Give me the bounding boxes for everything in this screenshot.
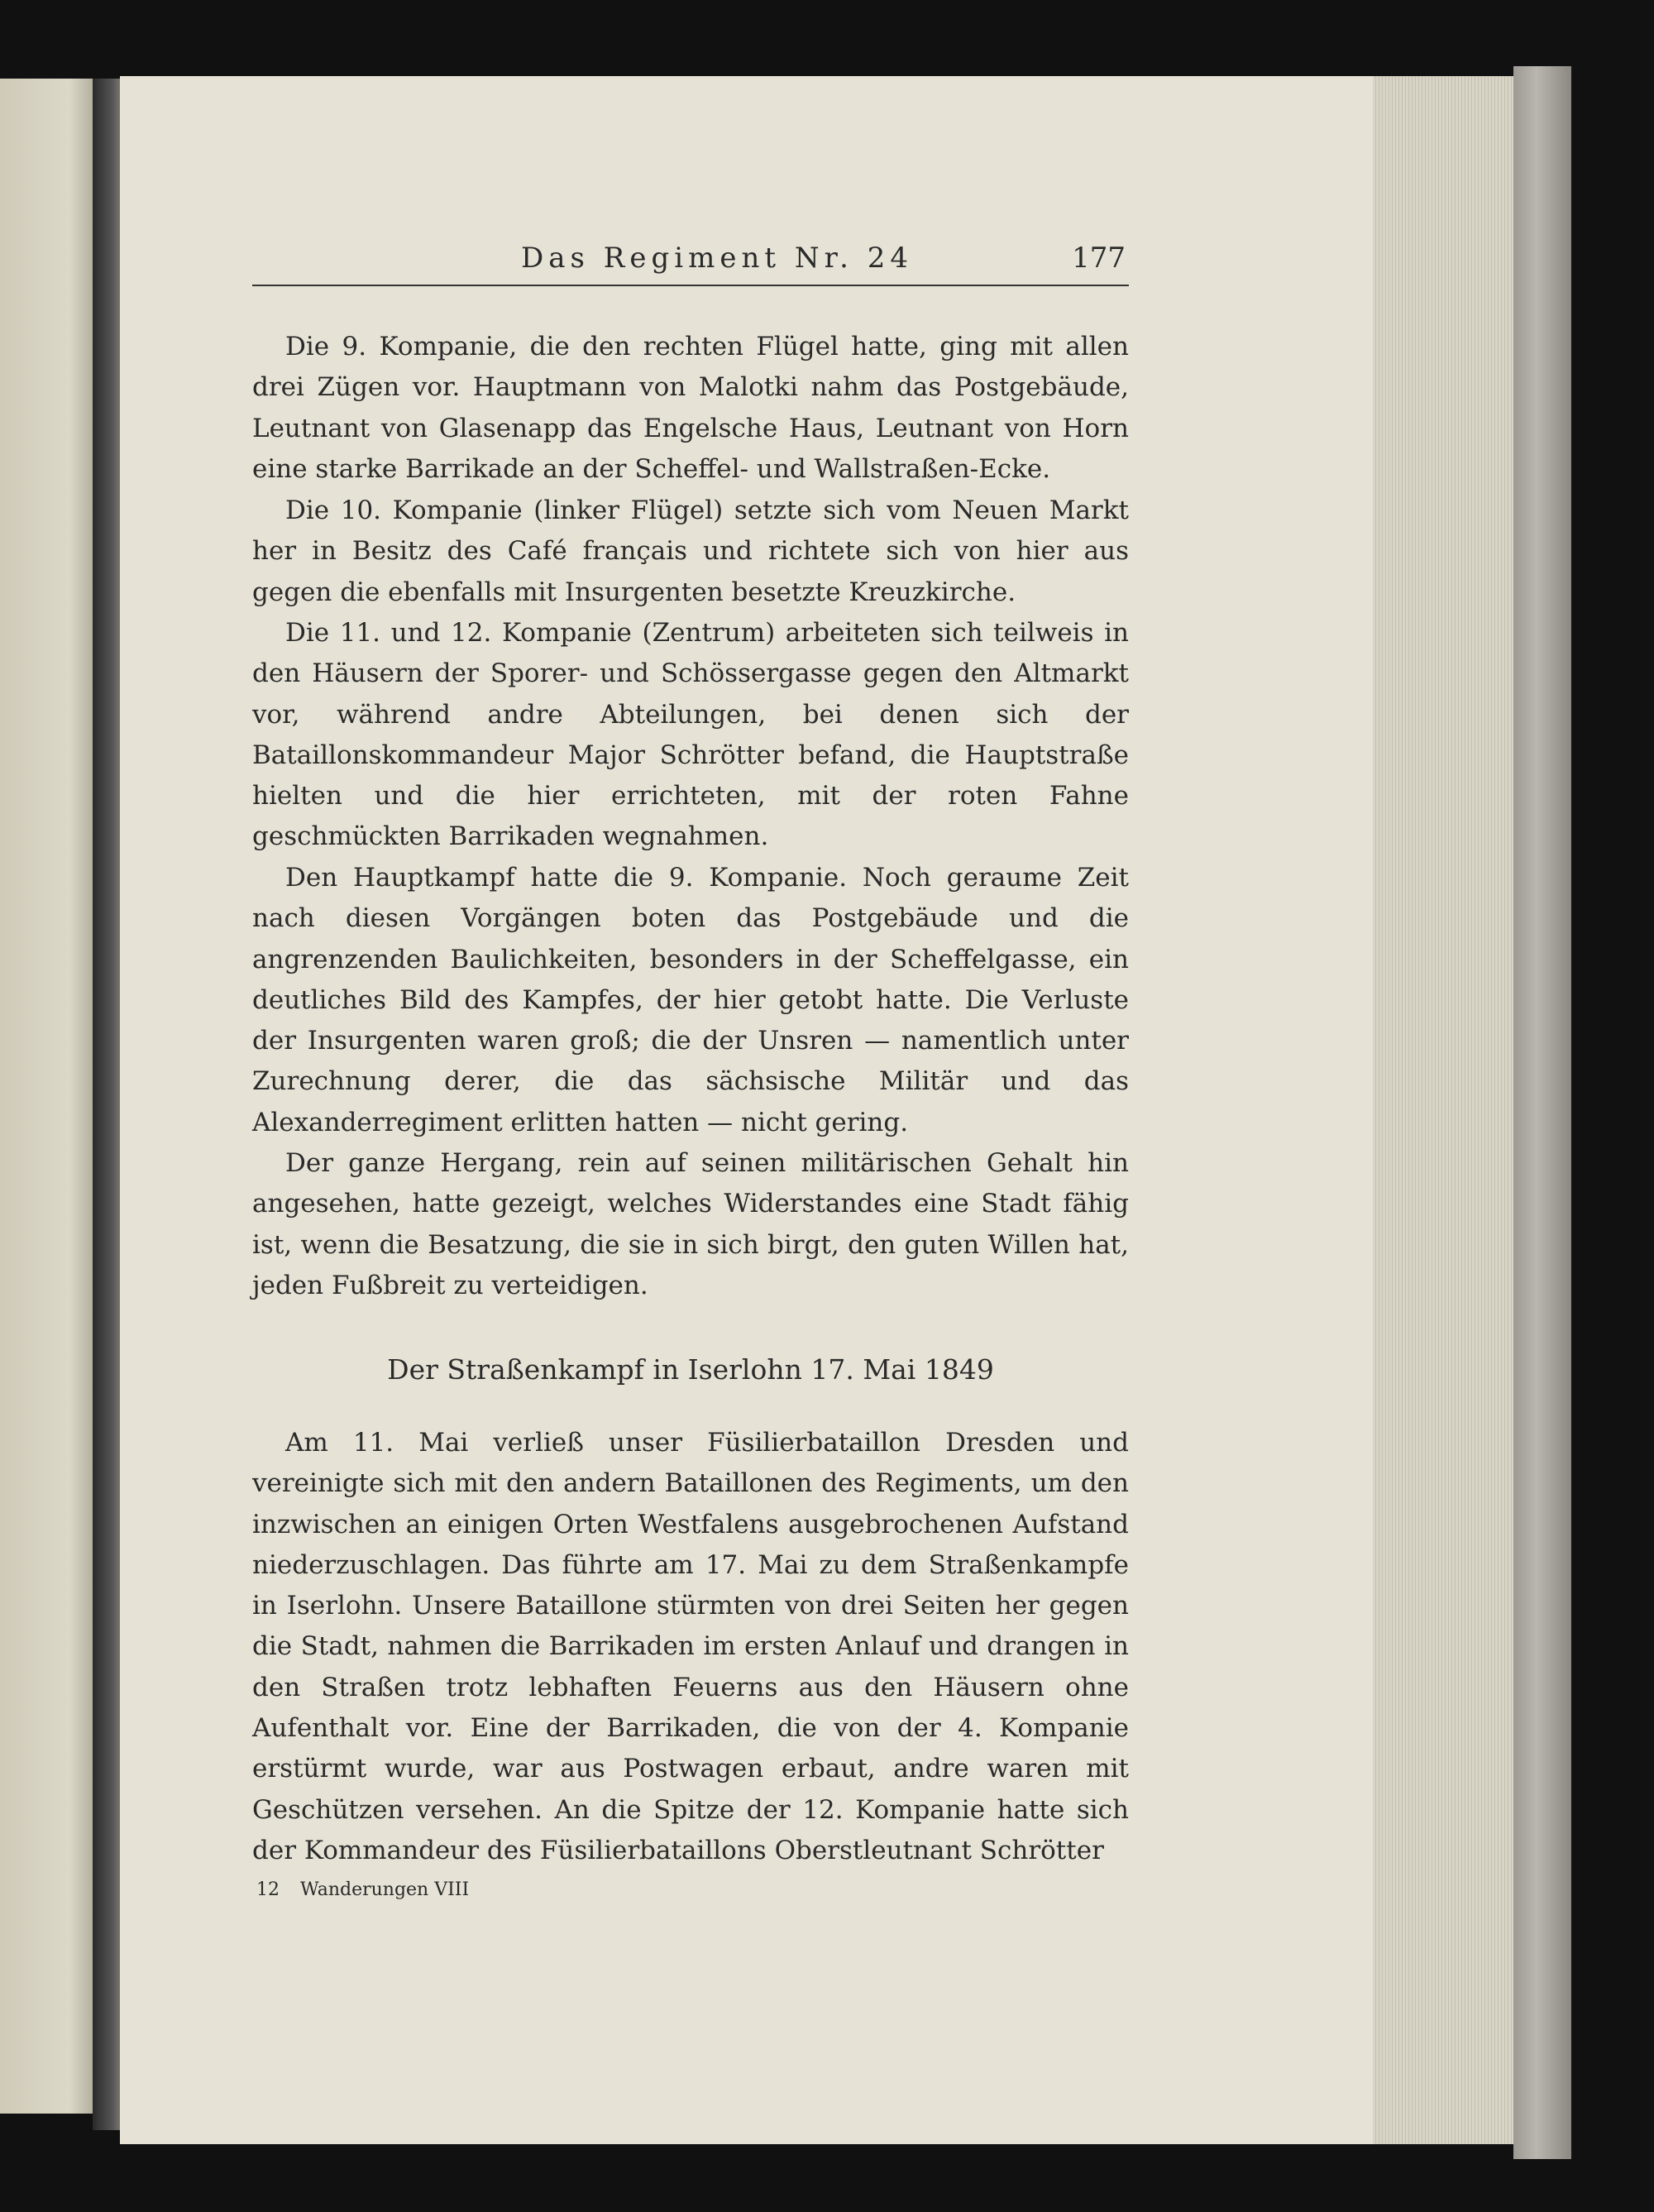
section-paragraph: Am 11. Mai verließ unser Füsilierbataillon Dresden und vereinigte sich mit den andern Bataillonen des Regiments, um den inzwischen an einigen Orten Westfalens ausgebrochenen Aufstand niederzuschlagen. Das führte am 17. Mai zu dem Straßenkampfe in Iserlohn. Unsere Bataillone stürmten von drei Seiten her gegen die Stadt, nahmen die Barrikaden im ersten Anlauf und drangen in den Straßen trotz lebhaften Feuerns aus den Häusern ohne Aufenthalt vor. Eine der Barrikaden, die von der 4. Kompanie erstürmt wurde, war aus Postwagen erbaut, andre waren mit Geschützen versehen. An die Spitze der 12. Kompanie hatte sich der Kommandeur des Füsilierbataillons Oberstleutnant Schrötter bbox=[252, 1428, 1129, 1865]
running-head bbox=[252, 242, 1129, 286]
left-page-edge bbox=[0, 79, 99, 2114]
paragraph-2: Die 10. Kompanie (linker Flügel) setzte sich vom Neuen Markt her in Besitz des Café français und richtete sich von hier aus gegen die ebenfalls mit Insurgenten besetzte Kreuzkirche. bbox=[252, 496, 1129, 607]
page-number: 177 bbox=[1072, 242, 1126, 275]
paragraph-1: Die 9. Kompanie, die den rechten Flügel hatte, ging mit allen drei Zügen vor. Hauptmann von Malotki nahm das Postgebäude, Leutnant von Glasenapp das Engelsche Haus, Leutnant von Horn eine starke Barrikade an der Scheffel- und Wallstraßen-Ecke. bbox=[252, 332, 1129, 484]
paragraph-5: Der ganze Hergang, rein auf seinen militärischen Gehalt hin angesehen, hatte gezeigt, welches Widerstandes eine Stadt fähig ist, wenn die Besatzung, die sie in sich birgt, den guten Willen hat, jeden Fußbreit zu verteidigen. bbox=[252, 1148, 1129, 1300]
running-head-title: Das Regiment Nr. 24 bbox=[521, 242, 914, 275]
signature-title: Wanderungen VIII bbox=[300, 1879, 470, 1900]
book-cover-edge bbox=[1513, 66, 1571, 2159]
signature-footer bbox=[256, 1879, 469, 1900]
page-block-edge bbox=[1373, 76, 1522, 2144]
section-heading: Der Straßenkampf in Iserlohn 17. Mai 1849 bbox=[387, 1353, 994, 1386]
signature-number: 12 bbox=[256, 1879, 280, 1900]
paragraph-3: Die 11. und 12. Kompanie (Zentrum) arbeiteten sich teilweis in den Häusern der Sporer- und Schössergasse gegen den Altmarkt vor, während andre Abteilungen, bei denen sich der Bataillonskommandeur Major Schrötter befand, die Hauptstraße hielten und die hier errichteten, mit der roten Fahne geschmückten Barrikaden wegnahmen. bbox=[252, 618, 1129, 852]
paragraph-4: Den Hauptkampf hatte die 9. Kompanie. Noch geraume Zeit nach diesen Vorgängen boten das Postgebäude und die angrenzenden Baulichkeiten, besonders in der Scheffelgasse, ein deutliches Bild des Kampfes, der hier getobt hatte. Die Verluste der Insurgenten waren groß; die der Unsren — namentlich unter Zurechnung derer, die das sächsische Militär und das Alexanderregiment erlitten hatten — nicht gering. bbox=[252, 863, 1129, 1137]
